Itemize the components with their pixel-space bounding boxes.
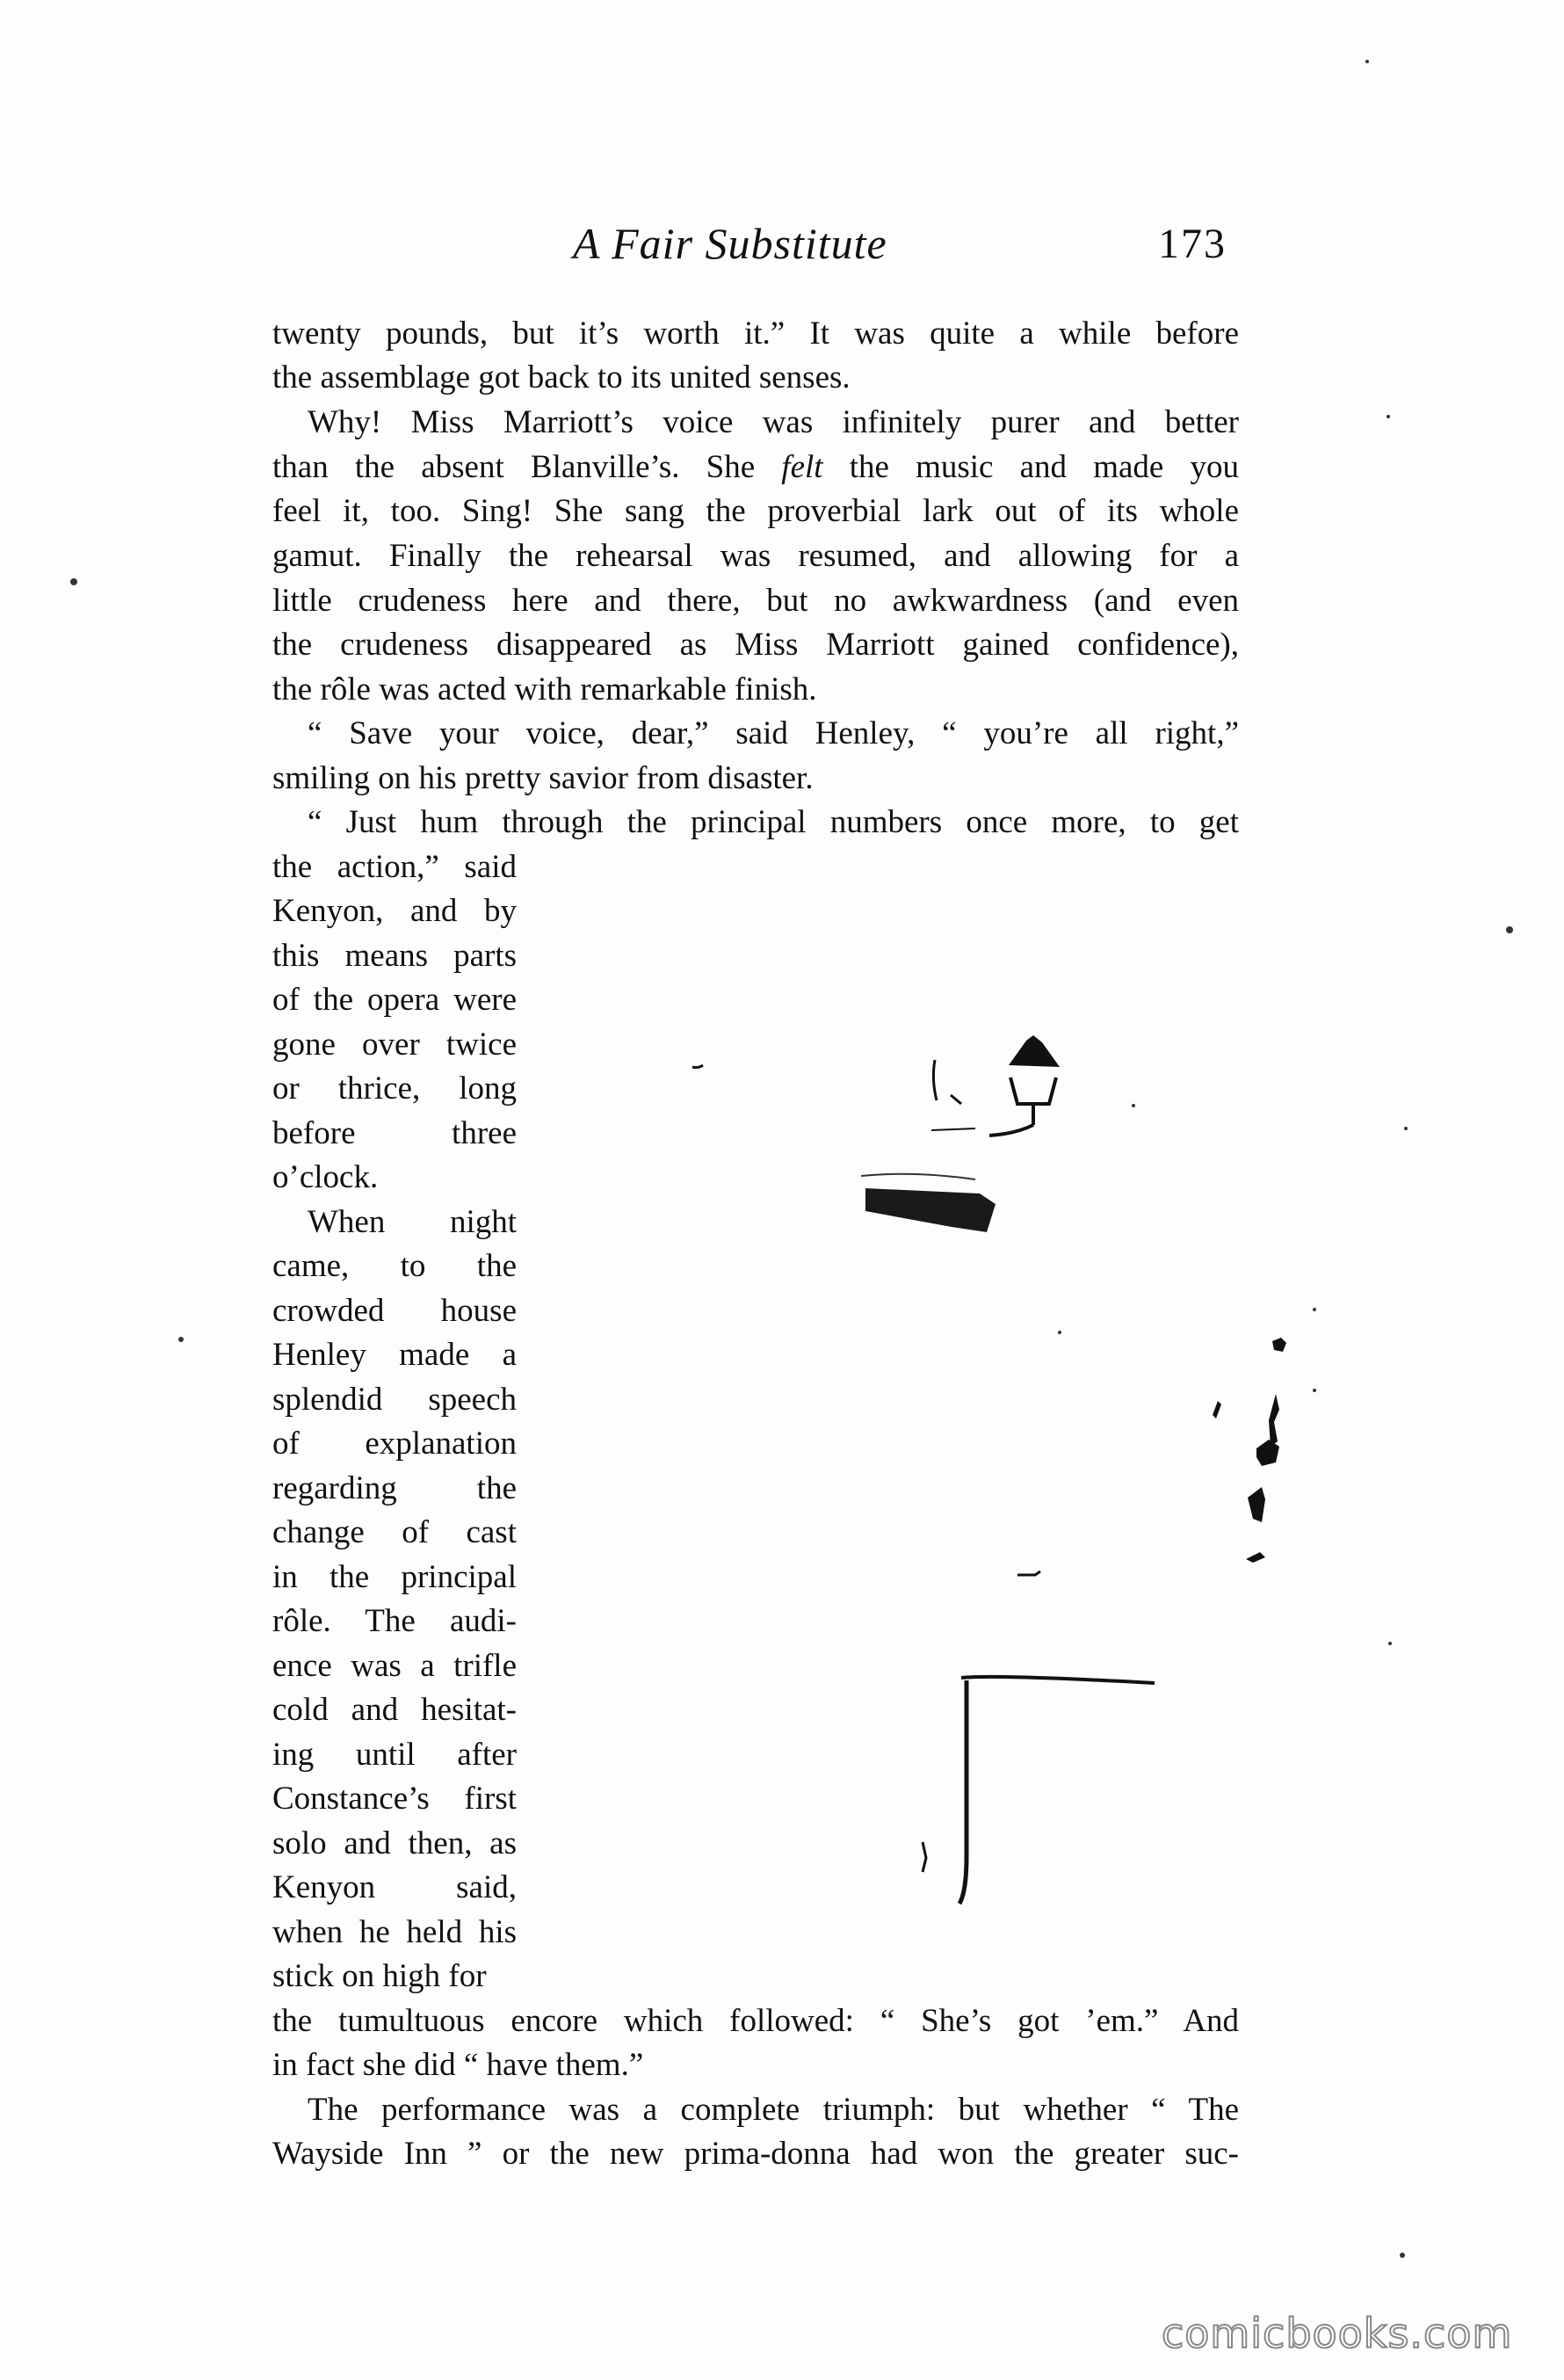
watermark-logo: comicbooks.com [1162,2310,1513,2357]
text-line: Constance’s first [272,1781,517,1817]
text-line: gamut. Finally the rehearsal was resumed, and allowing for a [272,538,1239,574]
text-line: o’clock. [272,1159,379,1195]
text-line: stick on high for [272,1958,487,1994]
text-line: The performance was a complete triumph: but whether “ The [308,2092,1239,2128]
text-line: gone over twice [272,1027,517,1063]
text-line: the action,” said [272,849,517,885]
text-line: splendid speech [272,1382,517,1418]
text-line: smiling on his pretty savior from disaster. [272,760,814,796]
text-line: the rôle was acted with remarkable finish. [272,671,817,707]
text-line: change of cast [272,1514,517,1550]
text-line: when he held his [272,1914,517,1950]
text-line: the tumultuous encore which followed: “ She’s got ’em.” And [272,2003,1239,2039]
text-line: in the principal [272,1559,517,1595]
text-line: little crudeness here and there, but no awkwardness (and even [272,583,1239,619]
text-line: Why! Miss Marriott’s voice was infinitely purer and better [308,404,1239,440]
text-line: this means parts [272,938,517,974]
text-line: Wayside Inn ” or the new prima-donna had won the greater suc- [272,2136,1239,2172]
page-number: 173 [1158,221,1227,267]
text-line: of the opera were [272,982,517,1018]
line-fragment-marks [692,1060,1155,1904]
text-line: regarding the [272,1470,517,1506]
speckle-marks [70,60,1513,2258]
text-line: “ Just hum through the principal numbers once more, to get [308,804,1239,840]
text-line: cold and hesitat- [272,1692,517,1728]
text-line: solo and then, as [272,1825,517,1861]
text-line: came, to the [272,1248,517,1284]
text-line: Kenyon, and by [272,893,517,929]
text-line: of explanation [272,1426,517,1462]
figure-silhouette-shape [1213,1338,1286,1563]
text-line: ence was a trifle [272,1648,517,1684]
lantern-icon [931,1035,1060,1136]
text-line: rôle. The audi- [272,1603,517,1639]
text-line: in fact she did “ have them.” [272,2047,644,2083]
text-line: When night [308,1204,517,1240]
text-line: ing until after [272,1737,517,1773]
text-span: the music and made you [822,449,1239,485]
text-span: than the absent Blanville’s. She [272,449,782,485]
text-line: Kenyon said, [272,1869,517,1905]
page-title: A Fair Substitute [573,219,887,268]
text-line: feel it, too. Sing! She sang the proverbial lark out of its whole [272,493,1239,529]
text-line: the assemblage got back to its united senses. [272,359,851,395]
text-line: or thrice, long [272,1070,517,1107]
text-line: the crudeness disappeared as Miss Marriott gained confidence), [272,627,1239,663]
emphasis-text: felt [781,449,823,485]
text-line: before three [272,1115,517,1151]
text-line: Henley made a [272,1337,517,1373]
text-line: crowded house [272,1293,517,1329]
text-line: twenty pounds, but it’s worth it.” It was quite a while before [272,316,1239,352]
ledge-shape [861,1174,996,1232]
text-line: “ Save your voice, dear,” said Henley, “ you’re all right,” [308,715,1239,751]
